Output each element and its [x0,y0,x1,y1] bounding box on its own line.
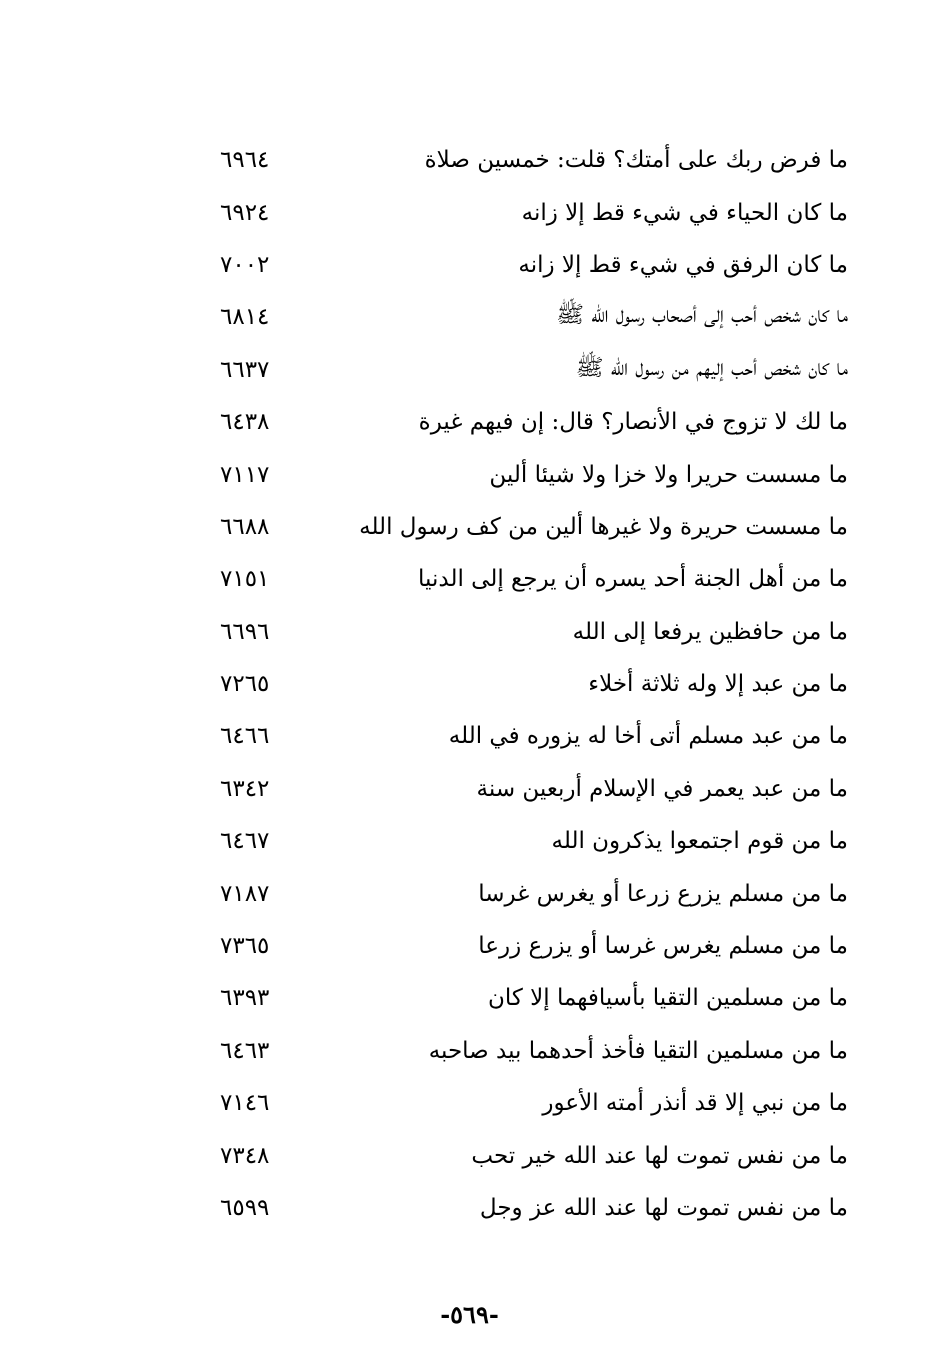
entry-text: ما من عبد إلا وله ثلاثة أخلاء [588,671,848,698]
index-entry [200,291,850,343]
index-entry [200,1077,850,1129]
page-number: -٥٦٩- [440,1300,499,1329]
entry-number: ٦٦٩٦ [220,618,270,645]
index-entry [200,606,850,658]
entry-text: ما مسست حريرا ولا خزا ولا شيئا ألين [489,461,848,488]
index-entry [200,920,850,972]
hadith-index-list [200,134,850,1234]
entry-text: ما من قوم اجتمعوا يذكرون الله [551,828,848,855]
entry-number: ٦٤٦٧ [220,828,270,855]
entry-text: ما كان شخص أحب إلى أصحاب رسول الله ﷺ [556,302,848,329]
entry-number: ٦٨١٤ [220,304,270,331]
entry-text: ما فرض ربك على أمتك؟ قلت: خمسين صلاة [424,147,848,174]
index-entry [200,1025,850,1077]
entry-number: ٧٠٠٢ [220,251,270,278]
index-entry [200,396,850,448]
index-entry [200,1182,850,1234]
entry-number: ٧١٥١ [220,566,270,593]
index-entry [200,239,850,291]
entry-number: ٦٩٢٤ [220,199,270,226]
entry-number: ٦٦٣٧ [220,356,270,383]
entry-text: ما من مسلم يغرس غرسا أو يزرع زرعا [478,933,848,960]
entry-text: ما مسست حريرة ولا غيرها ألين من كف رسول الله [359,513,848,540]
entry-number: ٧٢٦٥ [220,671,270,698]
entry-number: ٧١٨٧ [220,880,270,907]
entry-text: ما لك لا تزوج في الأنصار؟ قال: إن فيهم غيرة [418,409,848,436]
index-entry [200,134,850,186]
index-entry [200,1129,850,1181]
index-entry [200,867,850,919]
entry-number: ٦٩٦٤ [220,147,270,174]
entry-text: ما من نفس تموت لها عند الله خير تحب [471,1142,848,1169]
entry-number: ٦٤٦٦ [220,723,270,750]
index-entry [200,815,850,867]
index-entry [200,972,850,1024]
entry-number: ٧١١٧ [220,461,270,488]
entry-number: ٦٤٣٨ [220,409,270,436]
entry-text: ما من عبد مسلم أتى أخا له يزوره في الله [448,723,848,750]
entry-text: ما من حافظين يرفعا إلى الله [572,618,848,645]
entry-text: ما من نفس تموت لها عند الله عز وجل [479,1195,848,1221]
entry-number: ٦٥٩٩ [220,1195,270,1221]
entry-text: ما من عبد يعمر في الإسلام أربعين سنة [476,775,848,802]
entry-text: ما كان شخص أحب إليهم من رسول الله ﷺ [575,354,848,381]
entry-text: ما من نبي إلا قد أنذر أمته الأعور [542,1090,848,1117]
entry-text: ما كان الرفق في شيء قط إلا زانه [518,251,848,278]
index-entry [200,448,850,500]
index-entry [200,501,850,553]
index-entry [200,186,850,238]
index-entry [200,344,850,396]
entry-text: ما من مسلمين التقيا بأسيافهما إلا كان [487,985,848,1012]
entry-text: ما من مسلمين التقيا فأخذ أحدهما بيد صاحبه [428,1037,848,1064]
entry-number: ٧٣٦٥ [220,933,270,960]
entry-number: ٦٣٤٢ [220,775,270,802]
index-entry [200,763,850,815]
index-entry [200,658,850,710]
entry-text: ما من أهل الجنة أحد يسره أن يرجع إلى الدنيا [418,566,848,593]
entry-number: ٦٣٩٣ [220,985,270,1012]
entry-number: ٦٤٦٣ [220,1037,270,1064]
index-entry [200,553,850,605]
entry-number: ٦٦٨٨ [220,513,270,540]
entry-text: ما كان الحياء في شيء قط إلا زانه [521,199,848,226]
entry-text: ما من مسلم يزرع زرعا أو يغرس غرسا [478,880,848,907]
index-entry [200,710,850,762]
entry-number: ٧٣٤٨ [220,1142,270,1169]
entry-number: ٧١٤٦ [220,1090,270,1117]
